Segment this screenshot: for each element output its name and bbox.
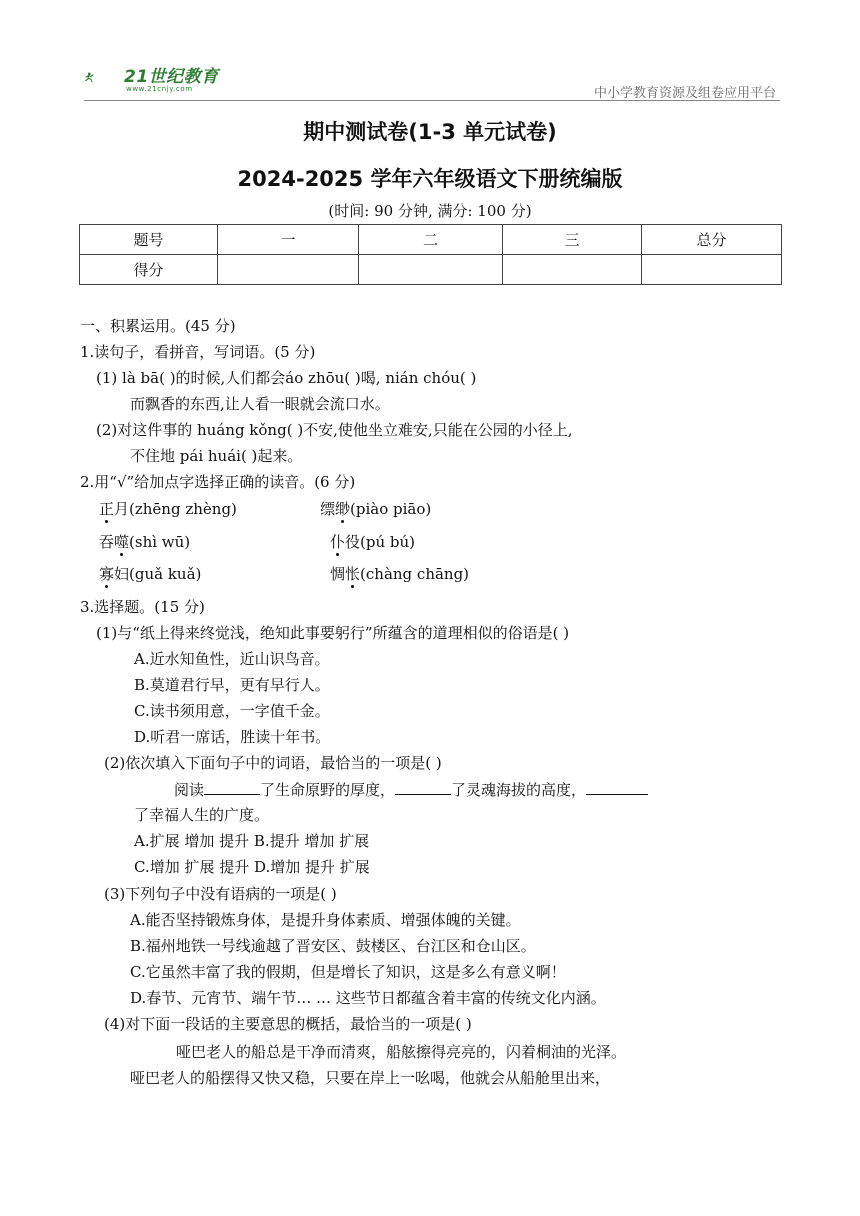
pronunciation-item	[330, 563, 469, 585]
dotted-char: 噬	[114, 533, 130, 551]
option-b: B.莫道君行早，更有早行人。	[134, 676, 330, 694]
options-cd: C.增加 扩展 提升 D.增加 提升 扩展	[134, 858, 370, 876]
score-header-cell: 总分	[642, 225, 782, 255]
dotted-char: 正	[99, 500, 115, 518]
dotted-char: 仆	[330, 533, 346, 551]
question-3-4: (4)对下面一段话的主要意思的概括，最恰当的一项是( )	[104, 1015, 472, 1033]
question-1-2-line2: 不住地 pái huái( )起来。	[130, 447, 303, 465]
dotted-char: 缈	[335, 500, 351, 518]
exam-title: 期中测试卷(1-3 单元试卷)	[303, 120, 557, 144]
score-cell[interactable]	[218, 255, 359, 285]
runner-logo-icon	[84, 56, 126, 98]
passage-line: 哑巴老人的船摆得又快又稳，只要在岸上一吆喝，他就会从船舱里出来，	[130, 1069, 611, 1087]
section-heading: 一、积累运用。(45 分)	[80, 317, 236, 335]
score-table	[79, 224, 782, 285]
question-3-1: (1)与“纸上得来终觉浅，绝知此事要躬行”所蕴含的道理相似的俗语是( )	[96, 624, 570, 642]
pronunciation-item	[99, 531, 190, 553]
score-row-label: 得分	[80, 255, 218, 285]
score-cell[interactable]	[642, 255, 782, 285]
dotted-char: 怅	[345, 565, 361, 583]
pronunciation-options: (chàng chāng)	[360, 565, 470, 583]
question-2: 2.用“√”给加点字选择正确的读音。(6 分)	[80, 473, 356, 491]
plain-char: 吞	[99, 533, 115, 551]
fill-blank[interactable]	[395, 778, 451, 795]
score-table-score-row	[80, 255, 782, 285]
question-1-1-line1: (1) là bā( )的时候,人们都会áo zhōu( )喝, nián chóu( )	[96, 369, 477, 387]
option-d: D.听君一席话，胜读十年书。	[134, 728, 331, 746]
pronunciation-item	[330, 531, 415, 553]
pronunciation-options: 役(pú bú)	[345, 533, 416, 551]
fill-blank[interactable]	[586, 778, 648, 795]
pronunciation-options: (piào piāo)	[350, 500, 432, 518]
pronunciation-options: (shì wū)	[129, 533, 191, 551]
platform-name: 中小学教育资源及组卷应用平台	[593, 86, 776, 101]
logo-text: 21世纪教育	[124, 67, 219, 87]
exam-subtitle: 2024-2025 学年六年级语文下册统编版	[237, 167, 623, 191]
question-3: 3.选择题。(15 分)	[80, 598, 205, 616]
score-header-cell: 题号	[80, 225, 218, 255]
option-c: C.它虽然丰富了我的假期，但是增长了知识，这是多么有意义啊！	[130, 963, 566, 981]
option-a: A.能否坚持锻炼身体，是提升身体素质、增强体魄的关键。	[130, 911, 521, 929]
score-cell[interactable]	[503, 255, 642, 285]
logo-url: www.21cnjy.com	[126, 85, 193, 93]
score-cell[interactable]	[359, 255, 503, 285]
fill-sentence-cont: 了幸福人生的广度。	[134, 806, 270, 824]
option-b: B.福州地铁一号线逾越了晋安区、鼓楼区、台江区和仓山区。	[130, 937, 536, 955]
header-divider	[84, 100, 780, 101]
pronunciation-options: 妇(guǎ kuǎ)	[114, 565, 202, 583]
pronunciation-options: 月(zhēng zhèng)	[114, 500, 237, 518]
fill-sentence	[174, 778, 648, 801]
option-a: A.近水知鱼性，近山识鸟音。	[134, 650, 330, 668]
score-table-header-row	[80, 225, 782, 255]
option-d: D.春节、元宵节、端午节… … 这些节日都蕴含着丰富的传统文化内涵。	[130, 989, 606, 1007]
score-header-cell: 一	[218, 225, 359, 255]
pronunciation-item	[99, 498, 237, 520]
pronunciation-item	[320, 498, 431, 520]
score-header-cell: 三	[503, 225, 642, 255]
question-1-1-line2: 而飘香的东西,让人看一眼就会流口水。	[130, 395, 390, 413]
exam-time-score: (时间: 90 分钟, 满分: 100 分)	[328, 202, 532, 220]
pronunciation-item	[99, 563, 201, 585]
fill-sentence-part: 了生命原野的厚度，	[260, 781, 396, 799]
options-ab: A.扩展 增加 提升 B.提升 增加 扩展	[134, 832, 370, 850]
question-3-3: (3)下列句子中没有语病的一项是( )	[104, 885, 337, 903]
plain-char: 惆	[330, 565, 346, 583]
fill-sentence-part: 阅读	[174, 781, 205, 799]
question-1: 1.读句子，看拼音，写词语。(5 分)	[80, 343, 316, 361]
fill-blank[interactable]	[204, 778, 260, 795]
dotted-char: 寡	[99, 565, 115, 583]
fill-sentence-part: 了灵魂海拔的高度，	[451, 781, 587, 799]
score-header-cell: 二	[359, 225, 503, 255]
plain-char: 缥	[320, 500, 336, 518]
option-c: C.读书须用意，一字值千金。	[134, 702, 330, 720]
question-3-2: (2)依次填入下面句子中的词语，最恰当的一项是( )	[104, 754, 442, 772]
question-1-2-line1: (2)对这件事的 huáng kǒng( )不安,使他坐立难安,只能在公园的小径上,	[96, 421, 573, 439]
passage-line: 哑巴老人的船总是干净而清爽，船舷擦得亮亮的，闪着桐油的光泽。	[176, 1043, 627, 1061]
